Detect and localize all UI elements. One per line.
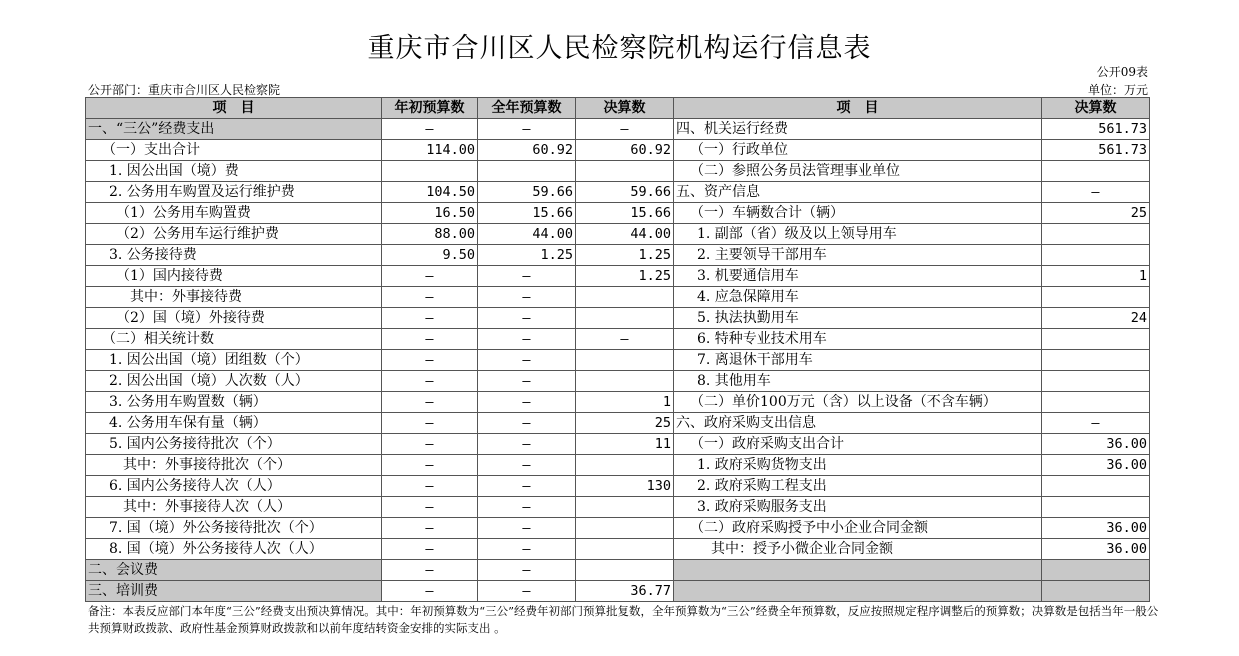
table-row xyxy=(86,161,1150,182)
cell-item-right: 8. 其他用车 xyxy=(674,371,1042,392)
cell-item-right: 5. 执法执勤用车 xyxy=(674,308,1042,329)
cell-annual-budget: — xyxy=(478,518,576,539)
cell-item: 二、会议费 xyxy=(86,560,382,581)
table-row xyxy=(86,539,1150,560)
header-item-right: 项 目 xyxy=(674,98,1042,119)
table-row xyxy=(86,287,1150,308)
cell-final-account-right xyxy=(1042,224,1150,245)
cell-item-right: 3. 机要通信用车 xyxy=(674,266,1042,287)
cell-final-account: 1.25 xyxy=(576,266,674,287)
table-row xyxy=(86,434,1150,455)
cell-final-account xyxy=(576,308,674,329)
cell-annual-budget: 59.66 xyxy=(478,182,576,203)
department-label: 公开部门：重庆市合川区人民检察院 xyxy=(88,83,281,97)
cell-final-account-right: 561.73 xyxy=(1042,140,1150,161)
cell-final-account-right xyxy=(1042,287,1150,308)
info-table xyxy=(85,97,1150,602)
cell-initial-budget xyxy=(382,161,478,182)
cell-item-right: 2. 政府采购工程支出 xyxy=(674,476,1042,497)
cell-item: 一、“三公”经费支出 xyxy=(86,119,382,140)
cell-annual-budget: — xyxy=(478,434,576,455)
cell-item-right: 1. 副部（省）级及以上领导用车 xyxy=(674,224,1042,245)
cell-final-account-right: 36.00 xyxy=(1042,434,1150,455)
cell-final-account-right: 561.73 xyxy=(1042,119,1150,140)
table-row xyxy=(86,497,1150,518)
cell-item-right: （二）参照公务员法管理事业单位 xyxy=(674,161,1042,182)
cell-final-account-right: 36.00 xyxy=(1042,518,1150,539)
cell-item-right: 四、机关运行经费 xyxy=(674,119,1042,140)
cell-item-right: 其中：授予小微企业合同金额 xyxy=(674,539,1042,560)
cell-final-account xyxy=(576,539,674,560)
cell-item: 三、培训费 xyxy=(86,581,382,602)
table-row xyxy=(86,413,1150,434)
cell-annual-budget: — xyxy=(478,497,576,518)
cell-final-account: 15.66 xyxy=(576,203,674,224)
form-code: 公开09表 xyxy=(1096,65,1148,79)
cell-initial-budget: — xyxy=(382,350,478,371)
table-row xyxy=(86,182,1150,203)
cell-item: 1. 因公出国（境）费 xyxy=(86,161,382,182)
cell-item: 4. 公务用车保有量（辆） xyxy=(86,413,382,434)
cell-item: 6. 国内公务接待人次（人） xyxy=(86,476,382,497)
cell-item-right: 4. 应急保障用车 xyxy=(674,287,1042,308)
cell-final-account xyxy=(576,350,674,371)
cell-item: （2）公务用车运行维护费 xyxy=(86,224,382,245)
cell-initial-budget: — xyxy=(382,329,478,350)
table-row xyxy=(86,266,1150,287)
header-initial-budget: 年初预算数 xyxy=(382,98,478,119)
cell-annual-budget: 15.66 xyxy=(478,203,576,224)
cell-initial-budget: — xyxy=(382,392,478,413)
cell-item-right: 2. 主要领导干部用车 xyxy=(674,245,1042,266)
cell-item-right: 六、政府采购支出信息 xyxy=(674,413,1042,434)
cell-final-account-right xyxy=(1042,350,1150,371)
cell-item: （1）国内接待费 xyxy=(86,266,382,287)
cell-item-right: 1. 政府采购货物支出 xyxy=(674,455,1042,476)
header-annual-budget: 全年预算数 xyxy=(478,98,576,119)
cell-final-account-right xyxy=(1042,560,1150,581)
cell-annual-budget: — xyxy=(478,392,576,413)
cell-annual-budget: — xyxy=(478,329,576,350)
cell-final-account-right: 1 xyxy=(1042,266,1150,287)
cell-item-right: 五、资产信息 xyxy=(674,182,1042,203)
cell-annual-budget: — xyxy=(478,371,576,392)
cell-initial-budget: 9.50 xyxy=(382,245,478,266)
cell-annual-budget: — xyxy=(478,455,576,476)
table-row xyxy=(86,518,1150,539)
cell-final-account-right: 36.00 xyxy=(1042,539,1150,560)
table-row xyxy=(86,308,1150,329)
cell-final-account xyxy=(576,560,674,581)
cell-annual-budget xyxy=(478,161,576,182)
cell-item: 5. 国内公务接待批次（个） xyxy=(86,434,382,455)
cell-item: （2）国（境）外接待费 xyxy=(86,308,382,329)
cell-final-account-right: — xyxy=(1042,182,1150,203)
cell-final-account-right xyxy=(1042,371,1150,392)
cell-final-account-right: — xyxy=(1042,413,1150,434)
cell-annual-budget: — xyxy=(478,581,576,602)
table-row xyxy=(86,392,1150,413)
table-row xyxy=(86,581,1150,602)
cell-initial-budget: — xyxy=(382,119,478,140)
cell-final-account: 11 xyxy=(576,434,674,455)
cell-item-right: 7. 离退休干部用车 xyxy=(674,350,1042,371)
header-final-account: 决算数 xyxy=(576,98,674,119)
table-row xyxy=(86,350,1150,371)
cell-final-account-right: 25 xyxy=(1042,203,1150,224)
cell-item-right: 6. 特种专业技术用车 xyxy=(674,329,1042,350)
cell-final-account-right xyxy=(1042,161,1150,182)
cell-item-right: （一）车辆数合计（辆） xyxy=(674,203,1042,224)
cell-item-right: （二）政府采购授予中小企业合同金额 xyxy=(674,518,1042,539)
cell-final-account: 44.00 xyxy=(576,224,674,245)
cell-initial-budget: — xyxy=(382,581,478,602)
cell-final-account: 1.25 xyxy=(576,245,674,266)
table-row xyxy=(86,224,1150,245)
cell-item-right xyxy=(674,581,1042,602)
cell-initial-budget: — xyxy=(382,434,478,455)
page-title: 重庆市合川区人民检察院机构运行信息表 xyxy=(367,33,872,64)
cell-final-account-right xyxy=(1042,497,1150,518)
header-item: 项 目 xyxy=(86,98,382,119)
cell-item: （1）公务用车购置费 xyxy=(86,203,382,224)
cell-final-account xyxy=(576,161,674,182)
cell-item: 7. 国（境）外公务接待批次（个） xyxy=(86,518,382,539)
table-row xyxy=(86,560,1150,581)
cell-annual-budget: 1.25 xyxy=(478,245,576,266)
header-final-account-right: 决算数 xyxy=(1042,98,1150,119)
cell-final-account-right xyxy=(1042,392,1150,413)
cell-initial-budget: — xyxy=(382,413,478,434)
cell-final-account: 130 xyxy=(576,476,674,497)
cell-item-right xyxy=(674,560,1042,581)
cell-final-account-right xyxy=(1042,245,1150,266)
cell-annual-budget: — xyxy=(478,287,576,308)
table-row xyxy=(86,203,1150,224)
cell-annual-budget: — xyxy=(478,476,576,497)
cell-final-account: — xyxy=(576,329,674,350)
cell-initial-budget: 88.00 xyxy=(382,224,478,245)
table-header-row xyxy=(86,98,1150,119)
cell-initial-budget: 114.00 xyxy=(382,140,478,161)
cell-final-account-right: 36.00 xyxy=(1042,455,1150,476)
cell-item: 其中：外事接待批次（个） xyxy=(86,455,382,476)
cell-annual-budget: — xyxy=(478,539,576,560)
cell-initial-budget: 16.50 xyxy=(382,203,478,224)
cell-item: （一）支出合计 xyxy=(86,140,382,161)
cell-final-account: 60.92 xyxy=(576,140,674,161)
table-row xyxy=(86,476,1150,497)
cell-final-account xyxy=(576,518,674,539)
cell-initial-budget: — xyxy=(382,560,478,581)
cell-item-right: （一）政府采购支出合计 xyxy=(674,434,1042,455)
cell-final-account: 25 xyxy=(576,413,674,434)
cell-item: 2. 因公出国（境）人次数（人） xyxy=(86,371,382,392)
cell-final-account: 1 xyxy=(576,392,674,413)
cell-annual-budget: — xyxy=(478,560,576,581)
footnote: 备注：本表反应部门本年度“三公”经费支出预决算情况。其中：年初预算数为“三公”经费年初部门预算批复数，全年预算数为“三公”经费全年预算数，反应按照规定程序调整后的预算数；决算数是包括当年一般公共预算财政拨款、政府性基金预算财政拨款和以前年度结转资金安排的实际支出 。 xyxy=(88,604,1159,635)
cell-final-account-right xyxy=(1042,476,1150,497)
cell-initial-budget: — xyxy=(382,455,478,476)
cell-initial-budget: — xyxy=(382,266,478,287)
cell-item: （二）相关统计数 xyxy=(86,329,382,350)
cell-annual-budget: — xyxy=(478,413,576,434)
cell-item-right: （一）行政单位 xyxy=(674,140,1042,161)
cell-annual-budget: — xyxy=(478,308,576,329)
cell-initial-budget: — xyxy=(382,287,478,308)
unit-label: 单位：万元 xyxy=(1087,83,1148,97)
cell-final-account-right xyxy=(1042,581,1150,602)
cell-initial-budget: 104.50 xyxy=(382,182,478,203)
table-row xyxy=(86,245,1150,266)
cell-annual-budget: 60.92 xyxy=(478,140,576,161)
cell-final-account xyxy=(576,371,674,392)
cell-final-account-right: 24 xyxy=(1042,308,1150,329)
cell-item: 3. 公务用车购置数（辆） xyxy=(86,392,382,413)
cell-item: 其中：外事接待人次（人） xyxy=(86,497,382,518)
cell-initial-budget: — xyxy=(382,539,478,560)
table-row xyxy=(86,140,1150,161)
table-row xyxy=(86,455,1150,476)
cell-item-right: 3. 政府采购服务支出 xyxy=(674,497,1042,518)
cell-annual-budget: — xyxy=(478,119,576,140)
cell-item-right: （二）单价100万元（含）以上设备（不含车辆） xyxy=(674,392,1042,413)
cell-initial-budget: — xyxy=(382,371,478,392)
cell-final-account-right xyxy=(1042,329,1150,350)
cell-final-account: — xyxy=(576,119,674,140)
table-row xyxy=(86,119,1150,140)
cell-final-account: 59.66 xyxy=(576,182,674,203)
cell-item: 1. 因公出国（境）团组数（个） xyxy=(86,350,382,371)
cell-initial-budget: — xyxy=(382,518,478,539)
cell-final-account xyxy=(576,455,674,476)
cell-initial-budget: — xyxy=(382,308,478,329)
cell-final-account xyxy=(576,287,674,308)
cell-final-account: 36.77 xyxy=(576,581,674,602)
cell-annual-budget: 44.00 xyxy=(478,224,576,245)
cell-initial-budget: — xyxy=(382,476,478,497)
table-row xyxy=(86,371,1150,392)
cell-item: 其中：外事接待费 xyxy=(86,287,382,308)
cell-item: 8. 国（境）外公务接待人次（人） xyxy=(86,539,382,560)
table-row xyxy=(86,329,1150,350)
cell-annual-budget: — xyxy=(478,350,576,371)
cell-annual-budget: — xyxy=(478,266,576,287)
cell-item: 3. 公务接待费 xyxy=(86,245,382,266)
cell-initial-budget: — xyxy=(382,497,478,518)
cell-item: 2. 公务用车购置及运行维护费 xyxy=(86,182,382,203)
cell-final-account xyxy=(576,497,674,518)
